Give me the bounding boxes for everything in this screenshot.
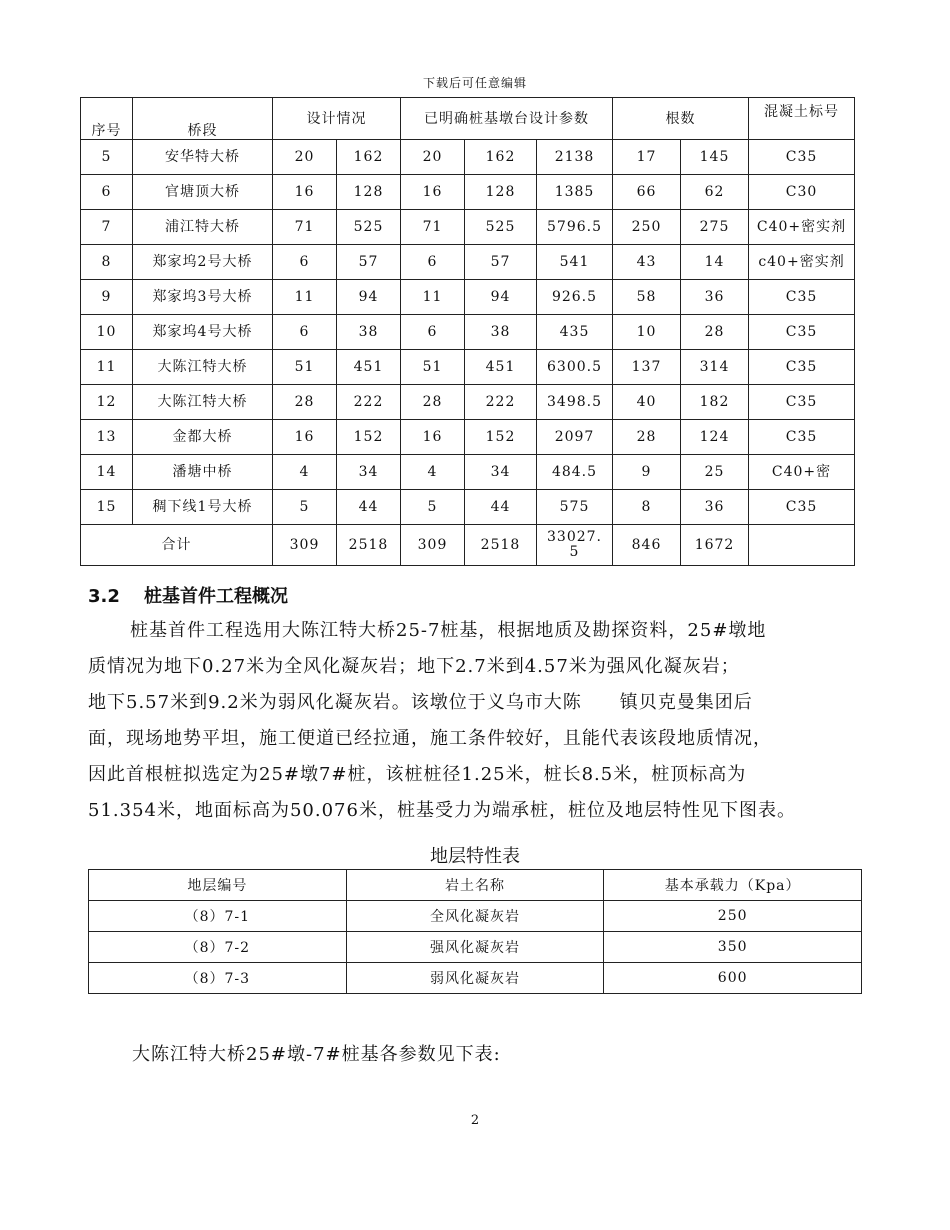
strata-row	[89, 963, 862, 994]
paragraph-line: 面，现场地势平坦，施工便道已经拉通，施工条件较好，且能代表该段地质情况，	[88, 728, 772, 749]
strata-cell: （8）7-1	[89, 901, 347, 932]
table-cell: 1385	[537, 175, 613, 210]
table-cell: 16	[401, 175, 465, 210]
paragraph-line: 51.354米，地面标高为50.076米，桩基受力为端承桩，桩位及地层特性见下图表。	[88, 800, 796, 821]
table-cell: c40+密实剂	[749, 245, 855, 280]
table-cell: 12	[81, 385, 133, 420]
table-row	[81, 210, 855, 245]
table-cell: C35	[749, 420, 855, 455]
table-cell: 40	[613, 385, 681, 420]
table-cell: 28	[681, 315, 749, 350]
table-cell: 250	[613, 210, 681, 245]
table-cell: 137	[613, 350, 681, 385]
table-cell: 5796.5	[537, 210, 613, 245]
strata-header-cell: 地层编号	[89, 870, 347, 901]
table-cell: C35	[749, 280, 855, 315]
table-row	[81, 490, 855, 525]
header-count: 根数	[613, 98, 749, 140]
table-cell: 451	[465, 350, 537, 385]
bridge-pile-table	[80, 97, 855, 566]
page-header-note: 下载后可任意编辑	[422, 76, 527, 90]
table-cell: 20	[273, 140, 337, 175]
table-cell: 9	[613, 455, 681, 490]
table-cell: 128	[337, 175, 401, 210]
table-cell: 3498.5	[537, 385, 613, 420]
table-cell: 4	[273, 455, 337, 490]
header-seq: 序号	[81, 98, 133, 140]
table-cell: 7	[81, 210, 133, 245]
table-cell: 314	[681, 350, 749, 385]
table-cell: 38	[465, 315, 537, 350]
total-cell: 1672	[681, 525, 749, 566]
table-cell: 潘塘中桥	[133, 455, 273, 490]
table-cell: 14	[681, 245, 749, 280]
table-cell: 13	[81, 420, 133, 455]
table-cell: 16	[401, 420, 465, 455]
table-cell: 16	[273, 175, 337, 210]
table-cell: 94	[465, 280, 537, 315]
table-cell: 25	[681, 455, 749, 490]
table-cell: 451	[337, 350, 401, 385]
table-row	[81, 385, 855, 420]
table-cell: 484.5	[537, 455, 613, 490]
table-cell: 11	[401, 280, 465, 315]
table-cell: 15	[81, 490, 133, 525]
table-row	[81, 455, 855, 490]
section-number: 3.2	[88, 586, 120, 607]
strata-header-cell: 岩土名称	[346, 870, 604, 901]
table-cell: 8	[613, 490, 681, 525]
strata-cell: 强风化凝灰岩	[346, 932, 604, 963]
table-cell: 44	[465, 490, 537, 525]
table-cell: C40+密	[749, 455, 855, 490]
total-cell: 2518	[465, 525, 537, 566]
table-cell: 6	[273, 245, 337, 280]
table-cell: 6	[273, 315, 337, 350]
total-row	[81, 525, 855, 566]
strata-header-row	[89, 870, 862, 901]
table-cell: 51	[273, 350, 337, 385]
closing-line: 大陈江特大桥25#墩-7#桩基各参数见下表:	[132, 1044, 501, 1065]
table-cell: 11	[273, 280, 337, 315]
total-cell: 309	[401, 525, 465, 566]
table-cell: 28	[613, 420, 681, 455]
table-cell: 16	[273, 420, 337, 455]
table-cell: 152	[465, 420, 537, 455]
strata-cell: 全风化凝灰岩	[346, 901, 604, 932]
table-cell: 9	[81, 280, 133, 315]
strata-cell: 600	[604, 963, 862, 994]
table-cell: 5	[401, 490, 465, 525]
strata-cell: （8）7-2	[89, 932, 347, 963]
table-cell: 71	[401, 210, 465, 245]
table-row	[81, 245, 855, 280]
table-cell: 44	[337, 490, 401, 525]
table-cell: 28	[401, 385, 465, 420]
table-cell: 稠下线1号大桥	[133, 490, 273, 525]
strata-cell: 350	[604, 932, 862, 963]
table-cell: 36	[681, 490, 749, 525]
table-cell: C35	[749, 315, 855, 350]
strata-cell: （8）7-3	[89, 963, 347, 994]
table-cell: 275	[681, 210, 749, 245]
paragraph-line: 因此首根桩拟选定为25#墩7#桩，该桩桩径1.25米，桩长8.5米，桩顶标高为	[88, 764, 747, 785]
total-cell	[749, 525, 855, 566]
table-cell: 62	[681, 175, 749, 210]
table-cell: C35	[749, 385, 855, 420]
table-cell: 57	[337, 245, 401, 280]
table-cell: 10	[613, 315, 681, 350]
table-cell: 官塘顶大桥	[133, 175, 273, 210]
table-cell: 17	[613, 140, 681, 175]
table-cell: 525	[337, 210, 401, 245]
table-cell: 162	[337, 140, 401, 175]
table-cell: 2138	[537, 140, 613, 175]
strata-cell: 250	[604, 901, 862, 932]
table-cell: 11	[81, 350, 133, 385]
table-cell: 6	[401, 315, 465, 350]
table-row	[81, 315, 855, 350]
table-cell: 36	[681, 280, 749, 315]
table-row	[81, 280, 855, 315]
table-cell: 郑家坞2号大桥	[133, 245, 273, 280]
table-cell: 安华特大桥	[133, 140, 273, 175]
table-cell: 20	[401, 140, 465, 175]
table-cell: 34	[337, 455, 401, 490]
table-cell: 金都大桥	[133, 420, 273, 455]
total-label: 合计	[81, 525, 273, 566]
table-row	[81, 420, 855, 455]
table-cell: 57	[465, 245, 537, 280]
table-cell: 43	[613, 245, 681, 280]
table-cell: 222	[465, 385, 537, 420]
section-heading	[88, 582, 288, 608]
table-cell: 58	[613, 280, 681, 315]
strata-row	[89, 932, 862, 963]
strata-cell: 弱风化凝灰岩	[346, 963, 604, 994]
table-cell: 34	[465, 455, 537, 490]
table-cell: 郑家坞3号大桥	[133, 280, 273, 315]
paragraph-line: 地下5.57米到9.2米为弱风化凝灰岩。该墩位于义乌市大陈 镇贝克曼集团后	[88, 692, 753, 713]
strata-table-title: 地层特性表	[430, 846, 520, 867]
header-concrete: 混凝土标号	[749, 98, 855, 140]
section-title: 桩基首件工程概况	[144, 586, 288, 607]
table-cell: C40+密实剂	[749, 210, 855, 245]
table-cell: 182	[681, 385, 749, 420]
table-cell: 28	[273, 385, 337, 420]
table-cell: 14	[81, 455, 133, 490]
table-cell: 575	[537, 490, 613, 525]
table-cell: 大陈江特大桥	[133, 350, 273, 385]
header-params: 已明确桩基墩台设计参数	[401, 98, 613, 140]
table-cell: 94	[337, 280, 401, 315]
table-row	[81, 175, 855, 210]
table-cell: 浦江特大桥	[133, 210, 273, 245]
paragraph-line: 质情况为地下0.27米为全风化凝灰岩；地下2.7米到4.57米为强风化凝灰岩；	[88, 656, 740, 677]
strata-table	[88, 869, 862, 994]
table-cell: 4	[401, 455, 465, 490]
table-cell: 8	[81, 245, 133, 280]
table-cell: 2097	[537, 420, 613, 455]
table-cell: 128	[465, 175, 537, 210]
table-cell: C35	[749, 490, 855, 525]
table-cell: 926.5	[537, 280, 613, 315]
table-cell: C35	[749, 350, 855, 385]
strata-row	[89, 901, 862, 932]
table-cell: 162	[465, 140, 537, 175]
total-cell: 309	[273, 525, 337, 566]
page-number: 2	[470, 1113, 480, 1128]
table-cell: 525	[465, 210, 537, 245]
header-design: 设计情况	[273, 98, 401, 140]
table-cell: 71	[273, 210, 337, 245]
header-segment: 桥段	[133, 98, 273, 140]
table-cell: C35	[749, 140, 855, 175]
total-cell: 33027.5	[537, 525, 613, 566]
table-header-row	[81, 98, 855, 140]
strata-header-cell: 基本承载力（Kpa）	[604, 870, 862, 901]
table-cell: 38	[337, 315, 401, 350]
table-cell: C30	[749, 175, 855, 210]
section-paragraph	[88, 613, 888, 829]
table-cell: 5	[273, 490, 337, 525]
table-cell: 郑家坞4号大桥	[133, 315, 273, 350]
table-cell: 66	[613, 175, 681, 210]
total-cell: 846	[613, 525, 681, 566]
table-cell: 6	[401, 245, 465, 280]
table-cell: 5	[81, 140, 133, 175]
table-cell: 10	[81, 315, 133, 350]
table-cell: 51	[401, 350, 465, 385]
table-cell: 222	[337, 385, 401, 420]
total-cell: 2518	[337, 525, 401, 566]
table-cell: 6	[81, 175, 133, 210]
table-cell: 124	[681, 420, 749, 455]
table-row	[81, 350, 855, 385]
table-cell: 541	[537, 245, 613, 280]
table-row	[81, 140, 855, 175]
table-cell: 435	[537, 315, 613, 350]
table-cell: 大陈江特大桥	[133, 385, 273, 420]
table-cell: 152	[337, 420, 401, 455]
paragraph-line: 桩基首件工程选用大陈江特大桥25-7桩基，根据地质及勘探资料，25#墩地	[130, 620, 767, 641]
table-cell: 6300.5	[537, 350, 613, 385]
table-cell: 145	[681, 140, 749, 175]
